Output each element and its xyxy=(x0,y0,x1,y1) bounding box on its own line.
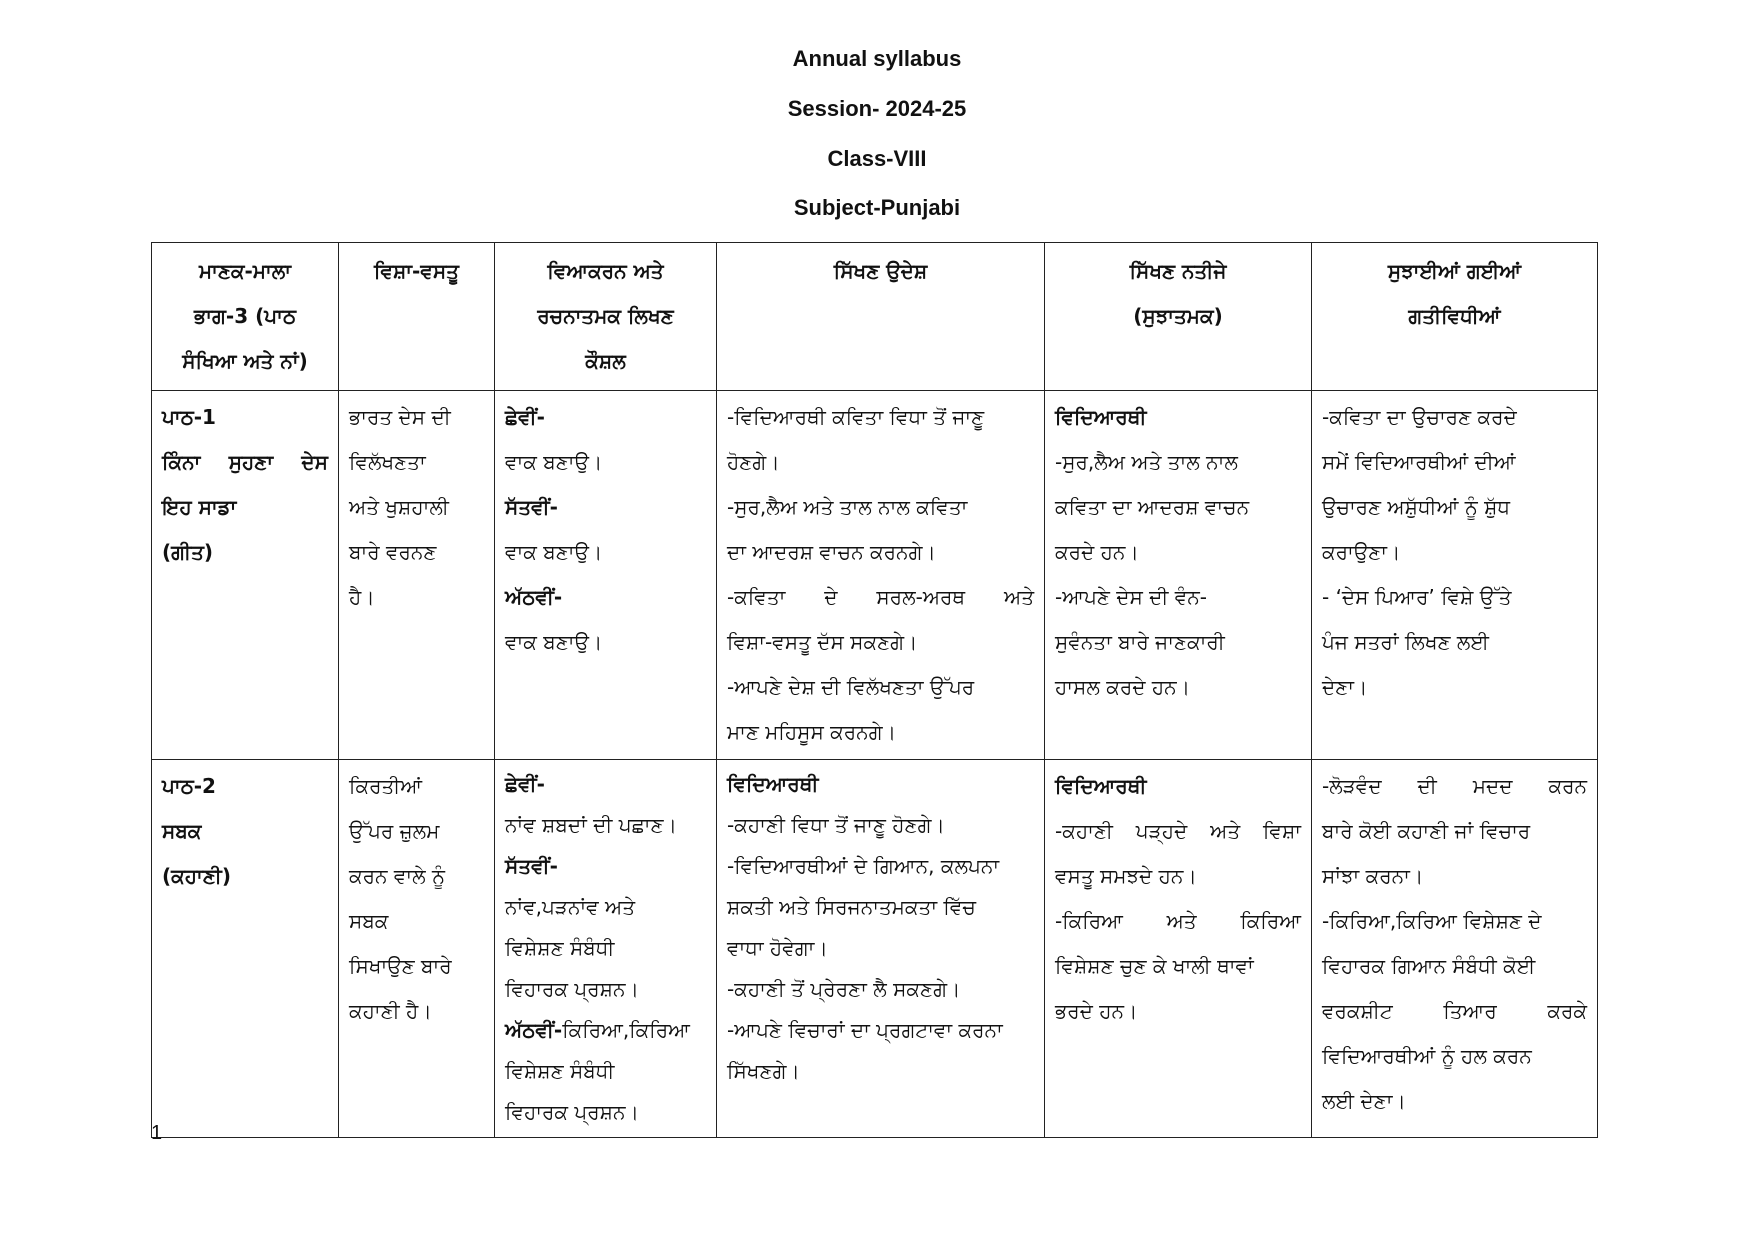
grammar-line xyxy=(505,575,706,620)
header-line: ਭਾਗ-3 (ਪਾਠ xyxy=(194,304,296,328)
grammar-text: ਕਿਰਿਆ,ਕਿਰਿਆ xyxy=(562,1018,690,1042)
objective-line: -ਸੁਰ,ਲੈਅ ਅਤੇ ਤਾਲ ਨਾਲ ਕਵਿਤਾ xyxy=(727,495,968,519)
grammar-line xyxy=(505,620,706,665)
grammar-text: ਵਿਸ਼ੇਸ਼ਣ ਸੰਬੰਧੀ xyxy=(505,1059,615,1083)
objective-line: -ਆਪਣੇ ਵਿਚਾਰਾਂ ਦਾ ਪ੍ਰਗਟਾਵਾ ਕਰਨਾ xyxy=(727,1018,1003,1042)
objectives-title: ਵਿਦਿਆਰਥੀ xyxy=(727,772,819,796)
session-label: Session- 2024-25 xyxy=(787,96,967,121)
grammar-line xyxy=(505,846,706,887)
lesson-number: ਪਾਠ-2 xyxy=(162,774,216,798)
grammar-line xyxy=(505,764,706,805)
objective-line: -ਕਹਾਣੀ ਵਿਧਾ ਤੋਂ ਜਾਣੂ ਹੋਣਗੇ। xyxy=(727,813,945,837)
activity-line: ਲਈ ਦੇਣਾ। xyxy=(1322,1089,1406,1113)
column-header-activities xyxy=(1312,243,1598,391)
outcome-line: -ਕਿਰਿਆ ਅਤੇ ਕਿਰਿਆ xyxy=(1055,909,1301,933)
column-header-lesson xyxy=(152,243,339,391)
grammar-line xyxy=(505,440,706,485)
activity-line: ਬਾਰੇ ਕੋਈ ਕਹਾਣੀ ਜਾਂ ਵਿਚਾਰ xyxy=(1322,819,1531,843)
grammar-line xyxy=(505,928,706,969)
grade-label: ਸੱਤਵੀਂ- xyxy=(505,854,558,878)
content-line: ਸਬਕ xyxy=(349,909,389,933)
lesson-title-line: ਸਬਕ xyxy=(162,819,202,843)
grammar-text: ਨਾਂਵ,ਪੜਨਾਂਵ ਅਤੇ xyxy=(505,895,636,919)
content-line: ਕਰਨ ਵਾਲੇ ਨੂੰ xyxy=(349,864,446,888)
table-row xyxy=(152,760,1598,1138)
header-line: ਗਤੀਵਿਧੀਆਂ xyxy=(1408,304,1501,328)
header-line: (ਸੁਝਾਤਮਕ) xyxy=(1133,304,1223,328)
grammar-line xyxy=(505,887,706,928)
activity-line: ਉਚਾਰਣ ਅਸ਼ੁੱਧੀਆਂ ਨੂੰ ਸ਼ੁੱਧ xyxy=(1322,495,1511,519)
objective-line: ਵਿਸ਼ਾ-ਵਸਤੂ ਦੱਸ ਸਕਣਗੇ। xyxy=(727,630,918,654)
outcomes-cell xyxy=(1045,760,1312,1138)
outcomes-title: ਵਿਦਿਆਰਥੀ xyxy=(1055,774,1147,798)
grammar-line xyxy=(505,530,706,575)
grammar-text: ਨਾਂਵ ਸ਼ਬਦਾਂ ਦੀ ਪਛਾਣ। xyxy=(505,813,677,837)
grammar-text: ਵਿਸ਼ੇਸ਼ਣ ਸੰਬੰਧੀ xyxy=(505,936,615,960)
grammar-line xyxy=(505,1051,706,1092)
activity-line: - ‘ਦੇਸ ਪਿਆਰ’ ਵਿਸ਼ੇ ਉੱਤੇ xyxy=(1322,585,1512,609)
outcome-line: ਹਾਸਲ ਕਰਦੇ ਹਨ। xyxy=(1055,675,1191,699)
outcome-line: -ਕਹਾਣੀ ਪੜ੍ਹਦੇ ਅਤੇ ਵਿਸ਼ਾ xyxy=(1055,819,1301,843)
outcome-line: ਕਰਦੇ ਹਨ। xyxy=(1055,540,1139,564)
grammar-cell xyxy=(495,391,717,760)
grammar-text: ਵਿਹਾਰਕ ਪ੍ਰਸ਼ਨ। xyxy=(505,977,639,1001)
outcomes-cell xyxy=(1045,391,1312,760)
outcome-line: -ਸੁਰ,ਲੈਅ ਅਤੇ ਤਾਲ ਨਾਲ xyxy=(1055,450,1238,474)
outcome-line: ਵਸਤੂ ਸਮਝਦੇ ਹਨ। xyxy=(1055,864,1197,888)
content-line: ਬਾਰੇ ਵਰਨਣ xyxy=(349,540,437,564)
header-line: ਸਿੱਖਣ ਨਤੀਜੇ xyxy=(1129,259,1227,283)
content-cell xyxy=(339,391,495,760)
outcome-line: -ਆਪਣੇ ਦੇਸ ਦੀ ਵੰਨ- xyxy=(1055,585,1208,609)
content-cell xyxy=(339,760,495,1138)
lesson-title-line: ਕਿੰਨਾ ਸੁਹਣਾ ਦੇਸ xyxy=(162,450,328,474)
objective-line: -ਵਿਦਿਆਰਥੀਆਂ ਦੇ ਗਿਆਨ, ਕਲਪਨਾ xyxy=(727,854,1000,878)
activity-line: ਦੇਣਾ। xyxy=(1322,675,1368,699)
activity-line: ਪੰਜ ਸਤਰਾਂ ਲਿਖਣ ਲਈ xyxy=(1322,630,1489,654)
page-number: 1 xyxy=(151,1122,163,1144)
header-line: ਕੌਸ਼ਲ xyxy=(585,349,626,373)
content-line: ਭਾਰਤ ਦੇਸ ਦੀ xyxy=(349,405,451,429)
objective-line: ਵਾਧਾ ਹੋਵੇਗਾ। xyxy=(727,936,828,960)
activity-line: -ਕਿਰਿਆ,ਕਿਰਿਆ ਵਿਸ਼ੇਸ਼ਣ ਦੇ xyxy=(1322,909,1542,933)
grammar-line xyxy=(505,1010,706,1051)
objective-line: ਹੋਣਗੇ। xyxy=(727,450,780,474)
grade-label: ਸੱਤਵੀਂ- xyxy=(505,495,558,519)
content-line: ਸਿਖਾਉਣ ਬਾਰੇ xyxy=(349,954,452,978)
table-row xyxy=(152,391,1598,760)
grade-label: ਛੇਵੀਂ- xyxy=(505,405,545,429)
lesson-genre: (ਕਹਾਣੀ) xyxy=(162,864,231,888)
outcomes-title: ਵਿਦਿਆਰਥੀ xyxy=(1055,405,1147,429)
header-line: ਵਿਸ਼ਾ-ਵਸਤੂ xyxy=(374,259,459,283)
grade-label: ਅੱਠਵੀਂ- xyxy=(505,585,563,609)
activities-cell xyxy=(1312,391,1598,760)
lesson-cell xyxy=(152,391,339,760)
content-line: ਵਿਲੱਖਣਤਾ xyxy=(349,450,426,474)
lesson-number: ਪਾਠ-1 xyxy=(162,405,216,429)
activity-line: ਵਿਹਾਰਕ ਗਿਆਨ ਸੰਬੰਧੀ ਕੋਈ xyxy=(1322,954,1536,978)
outcome-line: ਕਵਿਤਾ ਦਾ ਆਦਰਸ਼ ਵਾਚਨ xyxy=(1055,495,1250,519)
table-header-row xyxy=(152,243,1598,391)
objectives-cell xyxy=(717,760,1045,1138)
objective-line: -ਵਿਦਿਆਰਥੀ ਕਵਿਤਾ ਵਿਧਾ ਤੋਂ ਜਾਣੂ xyxy=(727,405,985,429)
objective-line: ਦਾ ਆਦਰਸ਼ ਵਾਚਨ ਕਰਨਗੇ। xyxy=(727,540,936,564)
class-label: Class-VIII xyxy=(827,146,927,171)
activity-line: ਸਮੇਂ ਵਿਦਿਆਰਥੀਆਂ ਦੀਆਂ xyxy=(1322,450,1516,474)
lesson-genre: (ਗੀਤ) xyxy=(162,540,214,564)
activity-line: ਵਰਕਸ਼ੀਟ ਤਿਆਰ ਕਰਕੇ xyxy=(1322,999,1587,1023)
objective-line: ਸ਼ਕਤੀ ਅਤੇ ਸਿਰਜਨਾਤਮਕਤਾ ਵਿੱਚ xyxy=(727,895,976,919)
grade-label: ਛੇਵੀਂ- xyxy=(505,772,545,796)
activity-line: -ਕਵਿਤਾ ਦਾ ਉਚਾਰਣ ਕਰਦੇ xyxy=(1322,405,1517,429)
header-line: ਵਿਆਕਰਨ ਅਤੇ xyxy=(547,259,664,283)
activities-cell xyxy=(1312,760,1598,1138)
grammar-text: ਵਿਹਾਰਕ ਪ੍ਰਸ਼ਨ। xyxy=(505,1100,639,1124)
objective-line: ਮਾਣ ਮਹਿਸੂਸ ਕਰਨਗੇ। xyxy=(727,720,897,744)
content-line: ਕਹਾਣੀ ਹੈ। xyxy=(349,999,432,1023)
header-line: ਸੰਖਿਆ ਅਤੇ ਨਾਂ) xyxy=(182,349,308,373)
header-line: ਸੁਝਾਈਆਂ ਗਈਆਂ xyxy=(1387,259,1522,283)
objective-line: ਸਿੱਖਣਗੇ। xyxy=(727,1059,800,1083)
lesson-title-line: ਇਹ ਸਾਡਾ xyxy=(162,495,237,519)
grammar-line xyxy=(505,969,706,1010)
grammar-text: ਵਾਕ ਬਣਾਉ। xyxy=(505,630,603,654)
content-line: ਉੱਪਰ ਜ਼ੁਲਮ xyxy=(349,819,440,843)
grammar-line xyxy=(505,805,706,846)
grammar-text: ਵਾਕ ਬਣਾਉ। xyxy=(505,540,603,564)
activity-line: ਸਾਂਝਾ ਕਰਨਾ। xyxy=(1322,864,1424,888)
outcome-line: ਵਿਸ਼ੇਸ਼ਣ ਚੁਣ ਕੇ ਖਾਲੀ ਥਾਵਾਂ xyxy=(1055,954,1254,978)
grammar-line xyxy=(505,1092,706,1133)
objective-line: -ਕਹਾਣੀ ਤੋਂ ਪ੍ਰੇਰਣਾ ਲੈ ਸਕਣਗੇ। xyxy=(727,977,961,1001)
header-line: ਸਿੱਖਣ ਉਦੇਸ਼ xyxy=(833,259,928,283)
objective-line: -ਕਵਿਤਾ ਦੇ ਸਰਲ-ਅਰਥ ਅਤੇ xyxy=(727,585,1034,609)
content-line: ਕਿਰਤੀਆਂ xyxy=(349,774,423,798)
syllabus-table xyxy=(151,242,1598,1138)
document-title: Annual syllabus xyxy=(792,46,962,71)
grammar-text: ਵਾਕ ਬਣਾਉ। xyxy=(505,450,603,474)
column-header-content xyxy=(339,243,495,391)
activity-line: ਕਰਾਉਣਾ। xyxy=(1322,540,1401,564)
content-line: ਹੈ। xyxy=(349,585,375,609)
grade-label: ਅੱਠਵੀਂ- xyxy=(505,1018,563,1042)
content-line: ਅਤੇ ਖੁਸ਼ਹਾਲੀ xyxy=(349,495,449,519)
activity-line: ਵਿਦਿਆਰਥੀਆਂ ਨੂੰ ਹਲ ਕਰਨ xyxy=(1322,1044,1532,1068)
column-header-grammar xyxy=(495,243,717,391)
objective-line: -ਆਪਣੇ ਦੇਸ਼ ਦੀ ਵਿਲੱਖਣਤਾ ਉੱਪਰ xyxy=(727,675,975,699)
activity-line: -ਲੋੜਵੰਦ ਦੀ ਮਦਦ ਕਰਨ xyxy=(1322,774,1587,798)
column-header-objectives xyxy=(717,243,1045,391)
grammar-cell xyxy=(495,760,717,1138)
column-header-outcomes xyxy=(1045,243,1312,391)
lesson-cell xyxy=(152,760,339,1138)
grammar-line xyxy=(505,485,706,530)
header-line: ਰਚਨਾਤਮਕ ਲਿਖਣ xyxy=(537,304,674,328)
outcome-line: ਸੁਵੰਨਤਾ ਬਾਰੇ ਜਾਣਕਾਰੀ xyxy=(1055,630,1225,654)
grammar-line xyxy=(505,395,706,440)
objectives-cell xyxy=(717,391,1045,760)
header-line: ਮਾਣਕ-ਮਾਲਾ xyxy=(199,259,291,283)
subject-label: Subject-Punjabi xyxy=(793,195,961,220)
outcome-line: ਭਰਦੇ ਹਨ। xyxy=(1055,999,1138,1023)
